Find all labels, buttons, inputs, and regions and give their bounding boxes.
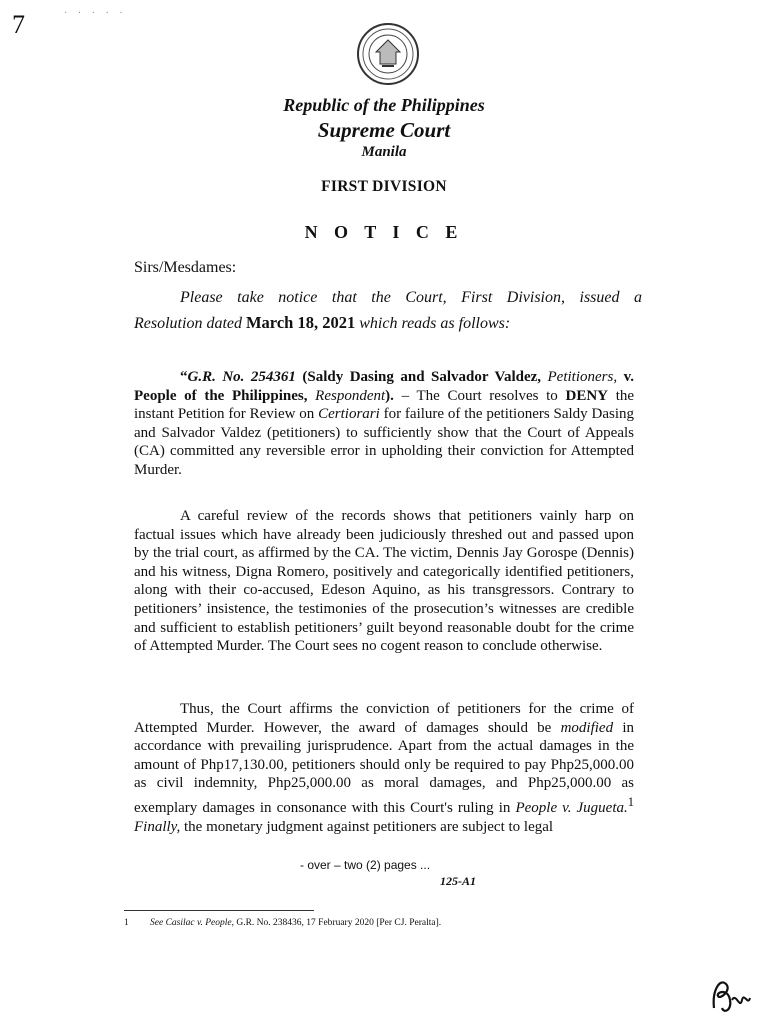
deny-word: DENY — [565, 387, 609, 404]
open-quote: “ — [180, 369, 188, 385]
p1-text-b: the instant Petition for Review on — [134, 387, 635, 423]
salutation: Sirs/Mesdames: — [134, 259, 237, 276]
petitioners-label: Petitioners, — [547, 369, 618, 385]
p3-text-b: in accordance with prevailing jurisprudence. Apart from the actual damages in the amount of Php17,130.00, petitioners should only be required to pay Php25,000.00 as civil indemnity, Php25,000.00 as moral damages, and Php25,000.00 as exemplary damages in consonance with this Court's ruling in — [134, 719, 634, 816]
certiorari-word: Certiorari — [318, 406, 380, 423]
docket-code: 125-A1 — [440, 874, 476, 888]
intro-paragraph — [134, 285, 642, 336]
p1-text-c: for failure of the petitioners Saldy Dasing and Salvador Valdez (petitioners) to sufficiently show that the Court of Appeals (CA) committed any reversible error in upholding their conviction for Attempted Murder. — [134, 406, 634, 478]
versus: v. — [623, 369, 634, 385]
city-heading: Manila — [361, 144, 407, 160]
respondent-label: Respondent — [315, 387, 386, 404]
scan-specks: · · · · · — [64, 8, 127, 19]
case-parties: (Saldy Dasing and Salvador Valdez, — [302, 369, 542, 385]
notice-title: N O T I C E — [304, 222, 464, 242]
respondent-name: People of the Philippines, — [134, 387, 308, 404]
p2-text: A careful review of the records shows that petitioners vainly harp on factual issues which have already been judiciously threshed out and passed upon by the trial court, as affirmed by the CA. The victim, Dennis Jay Gorospe (Dennis) and his witness, Digna Romero, positively and categorically identified petitioners, along with their co-accused, Edeson Aquino, as his transgressors. Contrary to petitioners’ insistence, the testimonies of the prosecution’s witnesses are credible and sufficient to establish petitioners’ guilt beyond reasonable doubt for the crime of Attempted Murder. The Court sees no cogent reason to conclude otherwise. — [134, 508, 634, 655]
case-number: G.R. No. 254361 — [187, 369, 296, 385]
footnote — [124, 918, 441, 928]
continuation-note: - over – two (2) pages ... — [300, 858, 431, 872]
close-paren: ). — [385, 387, 394, 404]
court-heading: Supreme Court — [317, 118, 451, 142]
resolution-date: March 18, 2021 — [245, 313, 356, 332]
footnote-see: See — [150, 918, 164, 928]
supreme-court-seal-icon — [356, 22, 420, 86]
resolution-paragraph-3 — [134, 700, 634, 836]
intro-prefix: Resolution dated — [134, 315, 242, 332]
footnote-rest: , G.R. No. 238436, 17 February 2020 [Per CJ. Peralta]. — [231, 918, 442, 928]
p3-text-a: Thus, the Court affirms the conviction of petitioners for the crime of Attempted Murder. However, the award of damages should be — [134, 701, 634, 736]
p1-text-a: – The Court resolves to — [393, 387, 566, 404]
modified-word: modified — [560, 719, 614, 736]
handwritten-initials-icon — [706, 970, 756, 1018]
footnote-ref: 1 — [627, 794, 634, 809]
intro-line-1: Please take notice that the Court, First Division, issued a — [180, 289, 642, 306]
intro-suffix: which reads as follows: — [359, 315, 511, 332]
p3-text-c: the monetary judgment against petitioners are subject to legal — [180, 818, 554, 835]
intro-line-2 — [134, 310, 642, 336]
republic-heading: Republic of the Philippines — [283, 95, 485, 115]
division-heading: FIRST DIVISION — [321, 178, 447, 195]
resolution-paragraph-2 — [134, 507, 634, 656]
resolution-paragraph-1 — [134, 368, 634, 480]
footnote-mark: 1 — [124, 918, 129, 928]
jugueta-case: People v. Jugueta. — [515, 799, 628, 816]
page-mark: 7 — [12, 10, 25, 39]
footnote-case: Casilac v. People — [165, 918, 232, 928]
finally-word: Finally, — [134, 818, 181, 835]
footnote-divider — [124, 910, 314, 911]
